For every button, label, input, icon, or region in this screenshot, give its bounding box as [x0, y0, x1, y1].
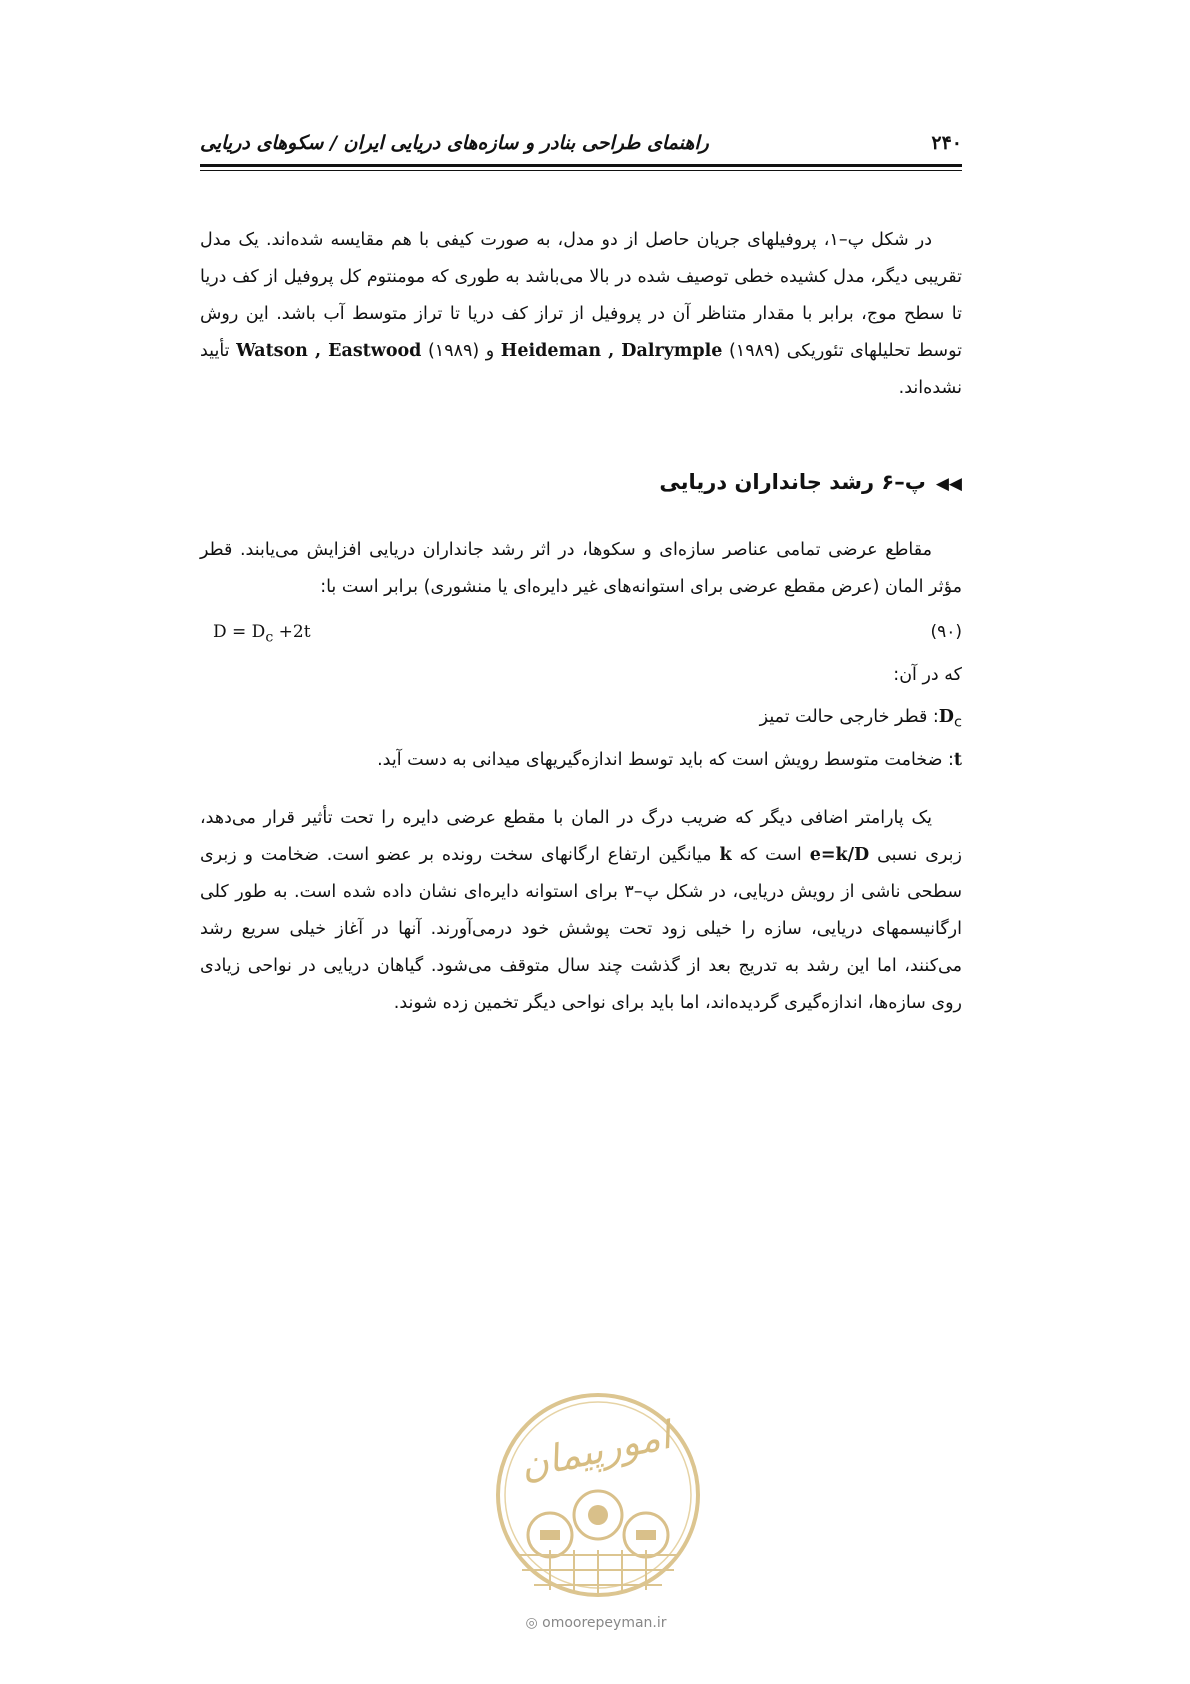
- reference-year: (۱۹۸۹) و: [485, 341, 781, 361]
- paragraph-current-profiles: [200, 222, 962, 407]
- running-header: [200, 120, 962, 160]
- reference-heideman-dalrymple: Heideman , Dalrymple: [500, 341, 723, 361]
- watermark-logo: [488, 1385, 708, 1615]
- double-arrow-icon: ◀◀: [935, 474, 962, 494]
- definition-dc: [760, 707, 962, 731]
- paragraph-marine-growth: [200, 532, 962, 606]
- watermark-site-text: omoorepeyman.ir: [542, 1615, 667, 1631]
- paragraph-roughness: [200, 800, 962, 1022]
- paragraph-text: در شکل پ–۱، پروفیلهای جریان حاصل از دو مدل، به صورت کیفی با هم مقایسه شده‌اند. یک مدل تقریبی دیگر، مدل کشیده خطی توصیف شده در بالا می‌باشد به طوری که مومنتوم کل پروفیل از کف دریا تا سطح موج، برابر با مقدار متناظر آن در پروفیل از تراز کف دریا تا تراز متوسط آب باشد. این روش توسط تحلیلهای تئوریکی: [200, 230, 962, 361]
- equation-rhs: +2t: [273, 622, 311, 642]
- page-number: ۲۴۰: [931, 132, 962, 154]
- svg-text:امورپیمان: امورپیمان: [516, 1412, 675, 1488]
- definition-text: : ضخامت متوسط رویش است که باید توسط اندازه‌گیریهای میدانی به دست آید.: [377, 750, 954, 770]
- section-title: پ–۶ رشد جانداران دریایی: [659, 470, 926, 494]
- book-title: راهنمای طراحی بنادر و سازه‌های دریایی ایران / سکوهای دریایی: [200, 132, 709, 154]
- formula-relative-roughness: e=k/D: [809, 845, 870, 865]
- where-intro: که در آن:: [893, 665, 962, 685]
- definition-text: : قطر خارجی حالت تمیز: [759, 707, 939, 727]
- reference-watson-eastwood: Watson , Eastwood: [236, 341, 422, 361]
- symbol-subscript: c: [953, 713, 962, 731]
- paragraph-text: مقاطع عرضی تمامی عناصر سازه‌ای و سکوها، در اثر رشد جانداران دریایی افزایش می‌یابند. قطر مؤثر المان (عرض مقطع عرضی برای استوانه‌های غیر دایره‌ای یا منشوری) برابر است با:: [200, 540, 962, 597]
- paragraph-text: است که: [739, 845, 802, 865]
- header-rule-thick: [200, 164, 962, 167]
- watermark-site: ◎ omoorepeyman.ir: [525, 1615, 667, 1631]
- equation: [213, 622, 311, 645]
- symbol-t: t: [953, 750, 962, 770]
- equation-subscript: c: [265, 629, 274, 646]
- definition-t: [377, 750, 962, 770]
- paragraph-text: یک پارامتر اضافی دیگر که ضریب درگ در المان با مقطع عرضی دایره را تحت تأثیر قرار می‌دهد، زبری نسبی: [200, 808, 962, 865]
- symbol-k: k: [719, 845, 732, 865]
- section-heading: [659, 470, 962, 494]
- symbol-d: D: [938, 707, 954, 727]
- equation-number: (۹۰): [930, 622, 962, 642]
- header-rule-thin: [200, 170, 962, 171]
- paragraph-text: میانگین ارتفاع ارگانهای سخت رونده بر عضو است. ضخامت و زبری سطحی ناشی از رویش دریایی، در شکل پ–۳ برای استوانه دایره‌ای نشان داده شده است. به طور کلی ارگانیسمهای دریایی، سازه را خیلی زود تحت پوشش خود درمی‌آورند. آنها در آغاز خیلی سریع رشد می‌کنند، اما این رشد به تدریج بعد از گذشت چند سال متوقف می‌شود. گیاهان دریایی در نواحی زیادی روی سازه‌ها، اندازه‌گیری گردیده‌اند، اما باید برای نواحی دیگر تخمین زده شوند.: [200, 845, 962, 1013]
- equation-lhs: D = D: [213, 622, 266, 642]
- reference-year-tail: (۱۹۸۹) تأیید نشده‌اند.: [200, 341, 962, 398]
